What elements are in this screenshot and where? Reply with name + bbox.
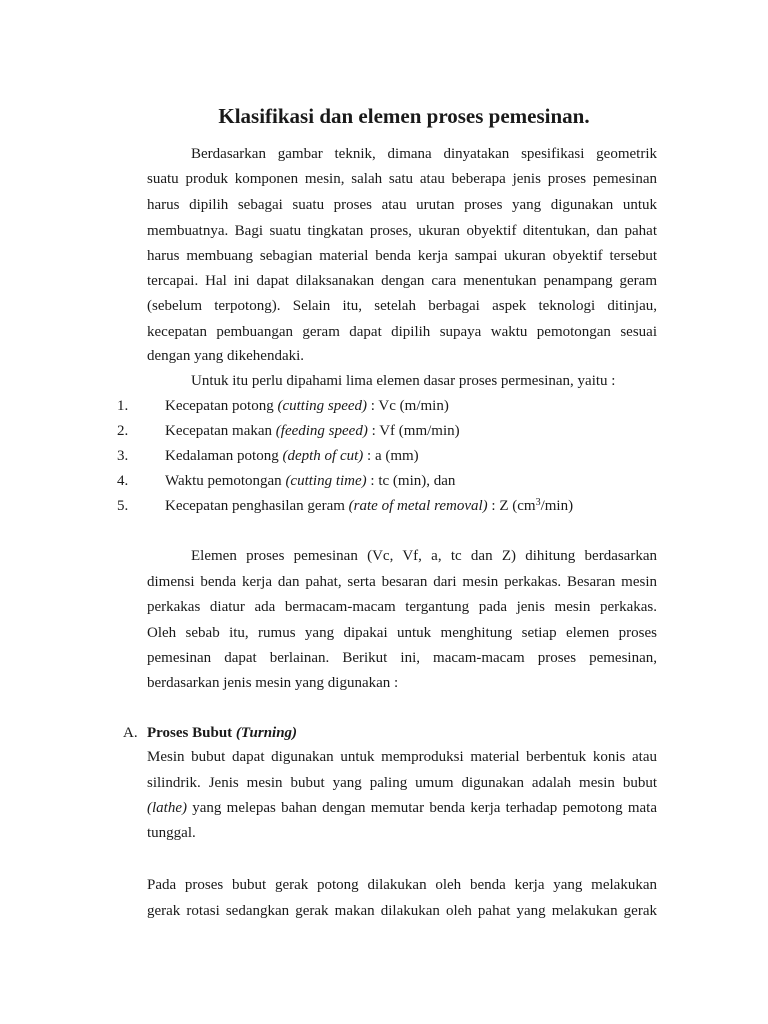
- paragraph-line: Mesin bubut dapat digunakan untuk memproduksi material berbentuk konis atau: [147, 749, 657, 765]
- list-number: 1.: [117, 398, 129, 414]
- paragraph-line: tercapai. Hal ini dapat dilaksanakan dengan cara menentukan penampang geram: [147, 273, 657, 289]
- list-item: Kecepatan potong (cutting speed) : Vc (m/min): [165, 398, 449, 414]
- list-item: Waktu pemotongan (cutting time) : tc (min), dan: [165, 473, 456, 489]
- section-heading: Proses Bubut (Turning): [147, 725, 298, 741]
- paragraph-line: tunggal.: [147, 825, 196, 841]
- list-item: Kedalaman potong (depth of cut) : a (mm): [165, 448, 419, 464]
- list-number: 5.: [117, 498, 129, 514]
- list-number: 3.: [117, 448, 129, 464]
- paragraph-line: (sebelum terpotong). Selain itu, setelah berbagai aspek teknologi ditinjau,: [147, 298, 657, 314]
- paragraph-line: Elemen proses pemesinan (Vc, Vf, a, tc dan Z) dihitung berdasarkan: [191, 548, 657, 564]
- paragraph-line: kecepatan pembuangan geram dapat dipilih supaya waktu pemotongan sesuai: [147, 324, 657, 340]
- paragraph-line: dengan yang dikehendaki.: [147, 348, 305, 364]
- page-title: Klasifikasi dan elemen proses pemesinan.: [218, 104, 590, 128]
- paragraph-line: dimensi benda kerja dan pahat, serta besaran dari mesin perkakas. Besaran mesin: [147, 574, 657, 590]
- paragraph-line: harus dipilih sebagai suatu proses atau urutan proses yang digunakan untuk: [147, 197, 657, 213]
- paragraph-line: membuatnya. Bagi suatu tingkatan proses, ukuran obyektif ditentukan, dan pahat: [147, 223, 657, 239]
- paragraph-line: silindrik. Jenis mesin bubut yang paling umum digunakan adalah mesin bubut: [147, 775, 657, 791]
- paragraph-line: perkakas diatur ada bermacam-macam tergantung pada jenis mesin perkakas.: [147, 599, 657, 615]
- paragraph-line: berdasarkan jenis mesin yang digunakan :: [147, 675, 399, 691]
- paragraph-line: suatu produk komponen mesin, salah satu atau beberapa jenis proses pemesinan: [147, 171, 657, 187]
- paragraph-line: pemesinan dapat berlainan. Berikut ini, macam-macam proses pemesinan,: [147, 650, 657, 666]
- paragraph-line: Berdasarkan gambar teknik, dimana dinyatakan spesifikasi geometrik: [191, 146, 657, 162]
- paragraph-line: (lathe) yang melepas bahan dengan memutar benda kerja terhadap pemotong mata: [147, 800, 657, 816]
- paragraph-line: Untuk itu perlu dipahami lima elemen dasar proses permesinan, yaitu :: [191, 373, 616, 389]
- paragraph-line: gerak rotasi sedangkan gerak makan dilakukan oleh pahat yang melakukan gerak: [147, 903, 657, 919]
- list-number: 4.: [117, 473, 129, 489]
- list-item: Kecepatan makan (feeding speed) : Vf (mm/min): [165, 423, 460, 439]
- paragraph-line: Pada proses bubut gerak potong dilakukan oleh benda kerja yang melakukan: [147, 877, 657, 893]
- list-number: 2.: [117, 423, 129, 439]
- paragraph-line: harus membuang sebagian material benda kerja sampai ukuran obyektif tersebut: [147, 248, 657, 264]
- list-item: Kecepatan penghasilan geram (rate of metal removal) : Z $(cm^3/\min)$: [165, 497, 574, 514]
- paragraph-line: Oleh sebab itu, rumus yang dipakai untuk menghitung setiap elemen proses: [147, 625, 657, 641]
- section-letter: A.: [123, 725, 138, 741]
